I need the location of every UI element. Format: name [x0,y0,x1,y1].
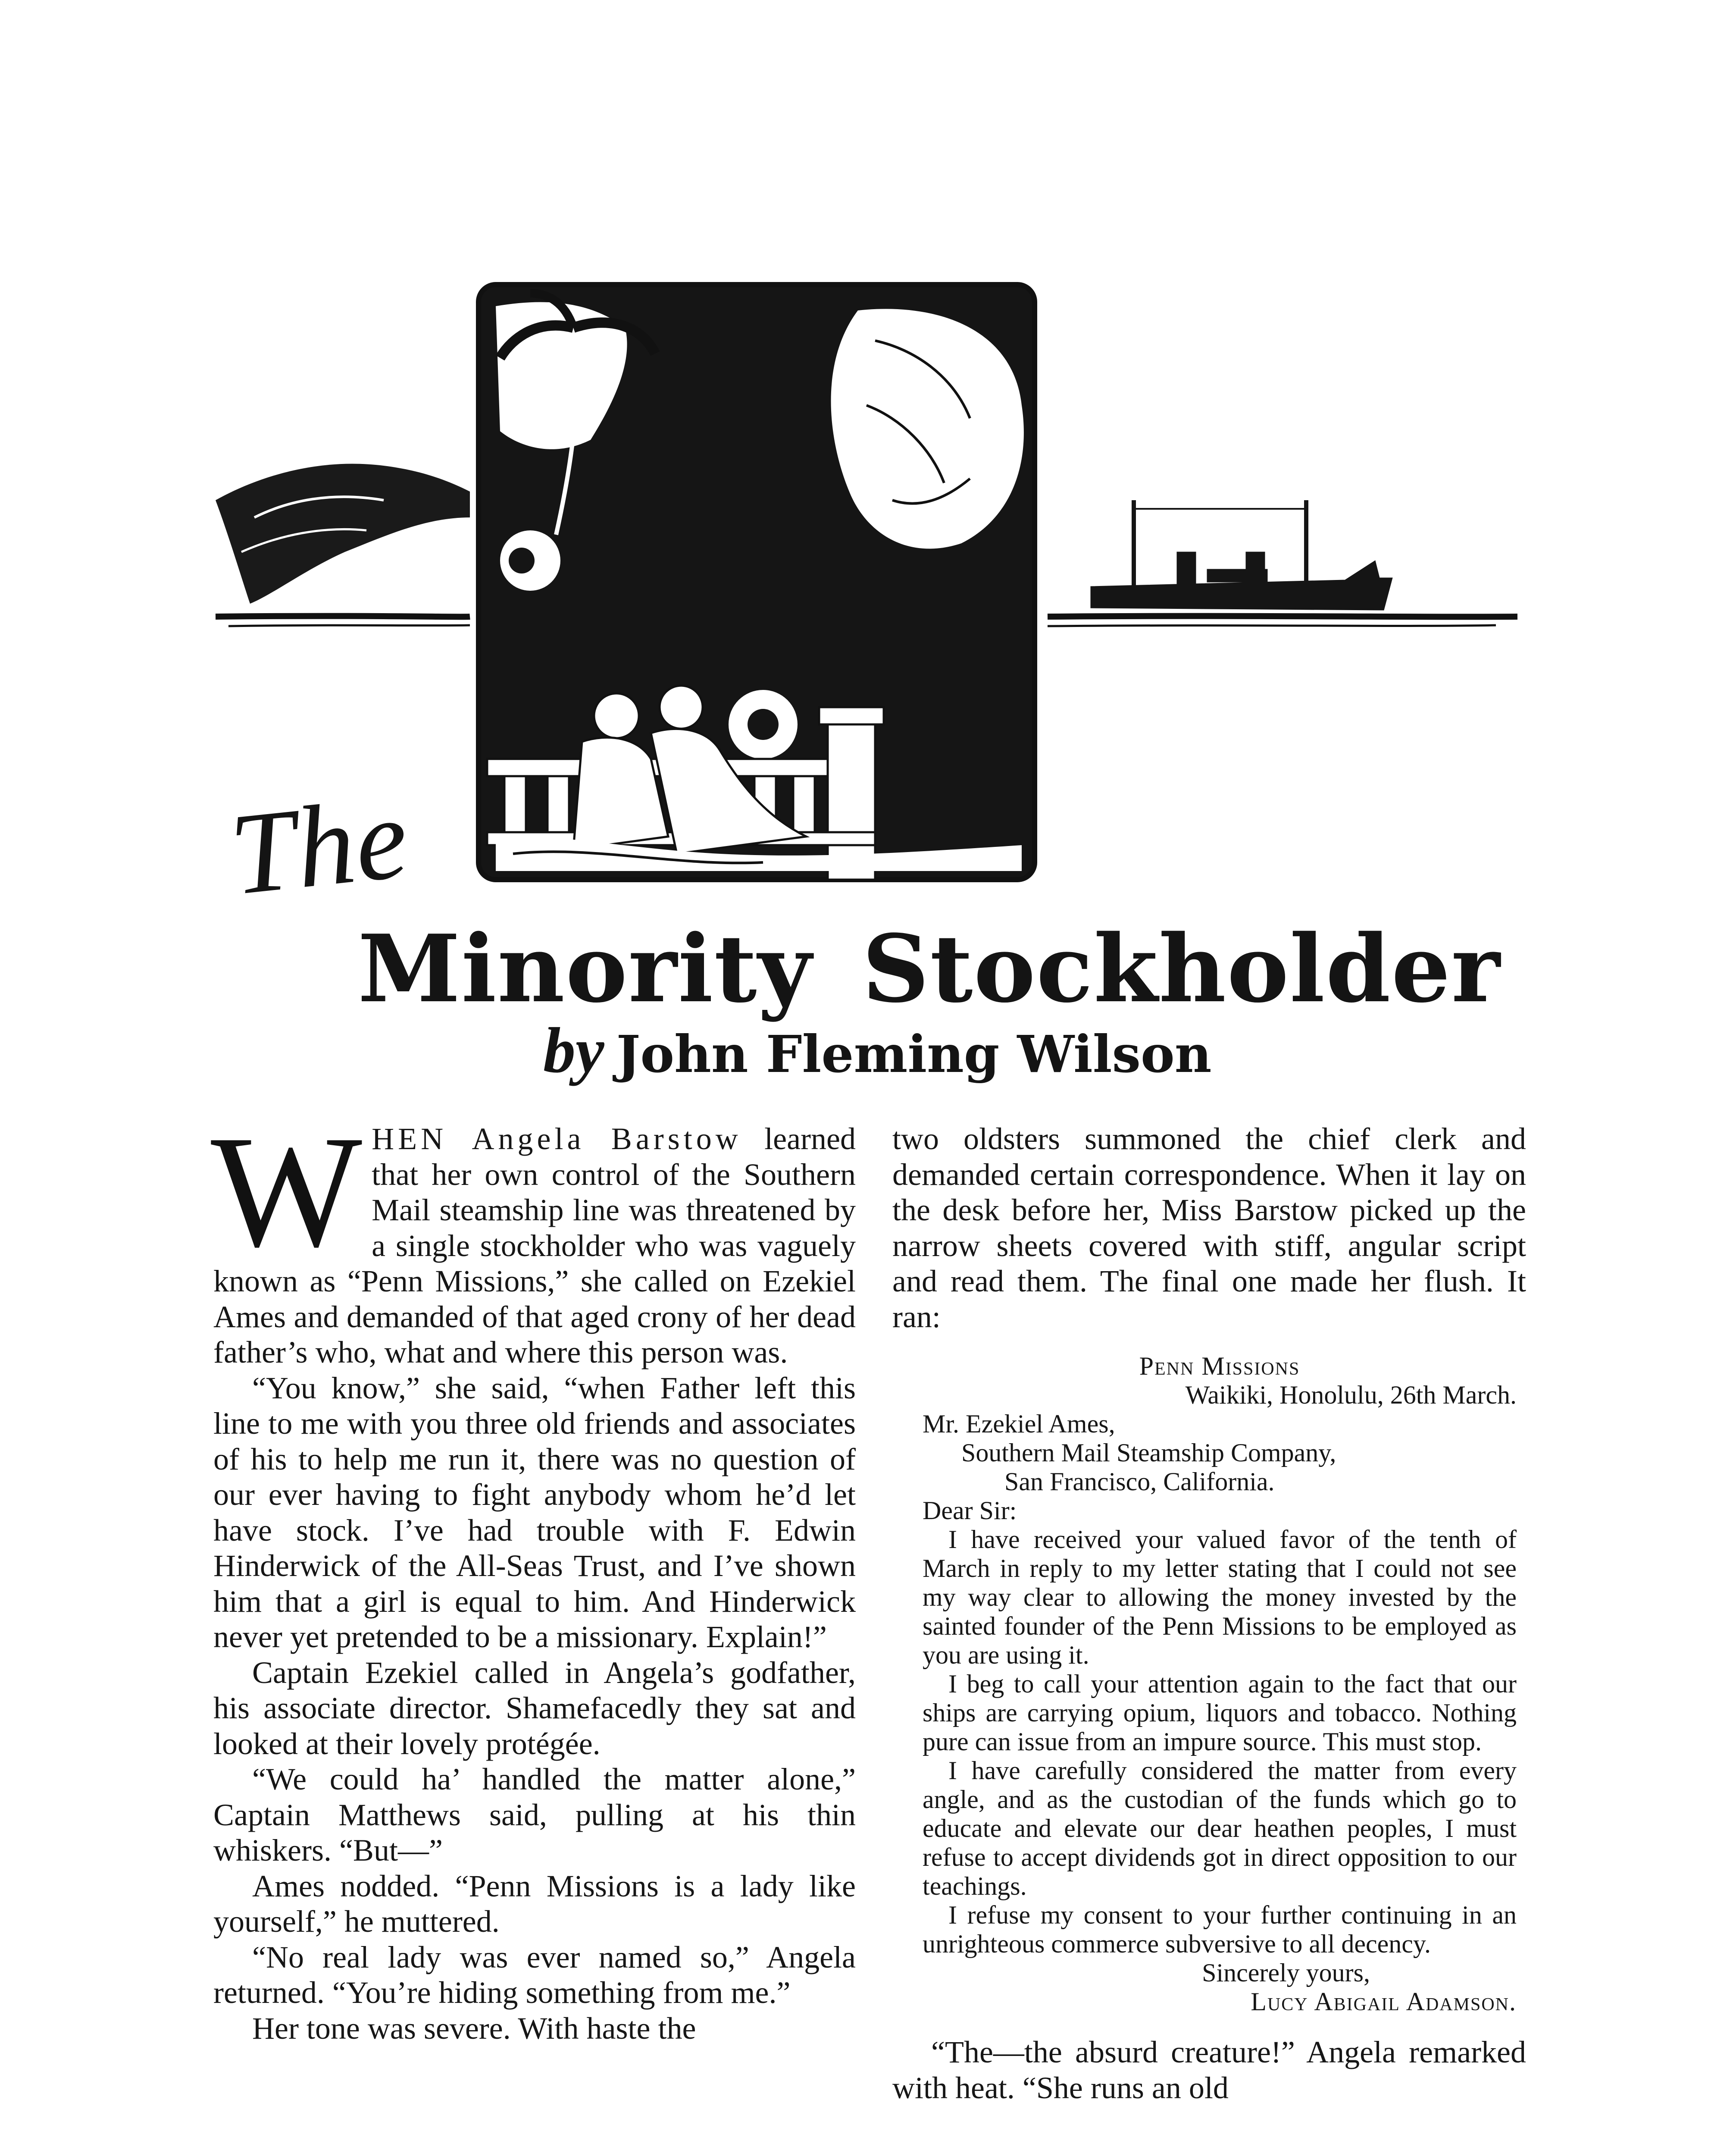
title-word-the: The [224,773,414,920]
steamship [1091,500,1392,610]
body-paragraph: “We could ha’ handled the matter alone,” Captain Matthews said, pulling at his thin whiskers. “But—” [213,1762,856,1868]
body-paragraph: Captain Ezekiel called in Angela’s godfather, his associate director. Shamefacedly they sat and looked at their lovely protégée. [213,1655,856,1761]
left-column [211,1103,856,2046]
drop-cap: W [211,1103,363,1280]
letter-city: San Francisco, California. [1004,1467,1275,1496]
letter-paragraph: I refuse my consent to your further continuing in an unrighteous commerce subversive to all decency. [923,1901,1517,1958]
letter-place-date: Waikiki, Honolulu, 26th March. [1185,1381,1517,1409]
title-word-stockholder: Stockholder [862,914,1501,1023]
body-paragraph: two oldsters summoned the chief clerk and demanded certain correspondence. When it lay on the desk before her, Miss Barstow picked up the narrow sheets covered with stiff, angular script and read them. The final one made her flush. It ran: [892,1122,1526,1334]
opening-body-text: learned that her own control of the Southern Mail steamship line was threatened by a single stockholder who was vaguely known as “Penn Missions,” she called on Ezekiel Ames and demanded of that aged crony of her dead father’s who, what and where this person was. [213,1122,856,1369]
letter-paragraph: I have received your valued favor of the tenth of March in reply to my letter stating that I could not see my way clear to allowing the money invested by the sainted founder of the Penn Missions to be employed as you are using it. [923,1525,1517,1669]
quoted-letter [923,1352,1517,2016]
opening-lead-text: HEN Angela Barstow [372,1122,742,1156]
byline-author: John Fleming Wilson [616,1024,1212,1084]
letter-company: Southern Mail Steamship Company, [961,1438,1336,1467]
letter-addressee: Mr. Ezekiel Ames, [923,1410,1115,1438]
byline-by: by [543,1015,604,1086]
letter-letterhead: Penn Missions [1139,1352,1300,1380]
byline [543,1013,1212,1087]
body-paragraph: “The—the absurd creature!” Angela remarked with heat. “She runs an old [892,2035,1526,2105]
letter-closing: Sincerely yours, [1202,1959,1370,1987]
letter-paragraph: I beg to call your attention again to the fact that our ships are carrying opium, liquors and tobacco. Nothing pure can issue from an impure source. This must stop. [923,1670,1517,1756]
body-paragraph: “No real lady was ever named so,” Angela returned. “You’re hiding something from me.” [213,1940,856,2010]
title-word-minority: Minority [358,914,813,1023]
body-paragraph: “You know,” she said, “when Father left this line to me with you three old friends and associates of his to help me run it, there was no question of our ever having to fight anybody whom he’d let have stock. I’ve had trouble with F. Edwin Hinderwick of the All-Seas Trust, and I’ve shown him that a girl is equal to him. And Hinderwick never yet pretended to be a missionary. Explain!” [213,1370,856,1654]
body-paragraph: Ames nodded. “Penn Missions is a lady like yourself,” he muttered. [213,1868,856,1939]
letter-paragraph: I have carefully considered the matter from every angle, and as the custodian of the funds which go to educate and elevate our dear heathen peoples, I must refuse to accept dividends got in direct opposition to our teachings. [923,1756,1517,1900]
letter-salutation: Dear Sir: [923,1496,1017,1525]
letter-signature: Lucy Abigail Adamson. [1251,1987,1517,2016]
veranda-scene-panel [479,285,1035,880]
right-column [892,1121,1526,2106]
opening-paragraph [211,1103,856,1370]
island-headland [216,464,470,604]
body-paragraph: Her tone was severe. With haste the [252,2011,696,2046]
